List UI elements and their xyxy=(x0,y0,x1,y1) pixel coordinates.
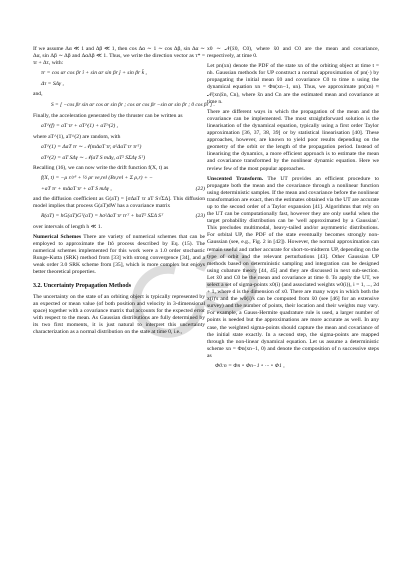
equation-aT1: aT^(1) = ΔaT τr ∼ 𝒩(mΔaT τr, σ²ΔaT τr τrᵀ) xyxy=(41,144,142,151)
equation-number-22: (22) xyxy=(195,185,205,192)
equation-tau-r: τr = cos αr cos βr î + sin αr sin βr ĵ + sin βr k̂ , xyxy=(41,70,147,77)
run-in-heading-numerical-schemes: Numerical Schemes xyxy=(33,233,82,240)
equation-composition: Φ0:n = Φn ∘ Φn−1 ∘ ··· ∘ Φ1 , xyxy=(215,363,285,370)
equation-aT2: aT^(2) = aT SΔγ ∼ 𝒩(aT S mΔγ, aT² SΣΔγ Sᵀ) xyxy=(41,154,146,161)
right-paragraph-3: There are different ways in which the propagation of the mean and the covariance can be implemented. The most straightforward solution is the linearisation of the dynamical equation, typically using a first order Taylor approximation [36, 37, 38, 39] or by statistical linearisation [40]. These approaches, however, are known to yield poor results depending on the geometry of the orbit or the length of the propagation period. Instead of linearising the dynamics, a more efficient approach is to estimate the mean and covariance transformed by the nonlinear dynamic equation. Here we review few of the most popular approaches. xyxy=(207,108,379,172)
left-paragraph-9: The uncertainty on the state of an orbiting object is typically represented by an expected or mean value (of both position and velocity in 3-dimensional space) together with a covariance matrix that accounts for the expected error with respect to the mean. As Gaussian distributions are fully determined by its two first moments, it is just natural to interpret this uncertainty characterization as a normal distribution on the state at time 0, i.e., xyxy=(33,293,205,336)
right-column xyxy=(207,46,379,374)
right-paragraph-unscented xyxy=(207,176,379,360)
left-paragraph-6: and the diffusion coefficient as G(aT) = [σΔaT τr aT S√ΣΔ]. This diffusion model implies that process G(aT)dW has a covariance matrix xyxy=(33,196,205,210)
left-paragraph-numerical-schemes xyxy=(33,234,205,277)
unscented-text: The UT provides an efficient procedure to propagate both the mean and the covariance through a nonlinear function using deterministic samples. If the mean and covariance before the nonlinear transformation are exact, then the estimates obtained via the UT are accurate up to the second order of a Taylor expansion [41]. Algorithms that rely on the UT can be computationally fast, however they are only useful when the target probability distribution can be 'well approximated by a Gaussian'. This precludes multimodal, heavy-tailed and/or asymmetric distributions. For orbital UP, the PDF of the state eventually becomes strongly non-Gaussian (see, e.g., Fig. 2 in [42]). However, the normal approximation can remain useful and rather accurate for short-to-midterm UP, depending on the type of orbit and the relevant perturbations [43]. Other Gaussian UP methods based on deterministic sampling and integration can be designed using cubature theory [44, 45] and they are discussed in next sub-section. Let x̄0 and C0 be the mean and covariance at time 0. To apply the UT, we select a set of sigma-points x0(i) (and associated weights w0(i)), i = 1, ..., 2d + 1, where d is the dimension of x0. There are many ways in which both the x(i)'s and the w0(i)'s can be computed from x̄0 (see [46] for an extensive survey) and the number of points, their location and their weights may vary. For example, a Gauss-Hermite quadrature rule is used, a larger number of points is needed but the approximations are more accurate as well. In any case, the weighted sigma-points should capture the mean and covariance of the initial state exactly. In a second step, the sigma-points are mapped through the non-linear dynamical equation. Let us assume a deterministic scheme xn = Φn(xn−1, 0) and denote the composition of n successive steps as xyxy=(207,175,380,359)
left-paragraph-5: Recalling (16), we can now write the drift function f(X, t) as xyxy=(33,165,169,172)
numerical-schemes-text: There are variety of numerical schemes that can be employed to approximate the Itô process described by Eq. (15). The numerical schemes implemented for this work were a 1.0 order stochastic Runge-Kutta (SRK) method from [33] with strong convergence [34], and a weak order 3.0 SRK scheme from [35], which is more complex but enjoys better theoretical properties. xyxy=(33,233,205,276)
equation-thrust-acceleration: aT^(f) = aT τr + aT^(1) + aT^(2) , xyxy=(41,123,119,130)
left-column xyxy=(33,46,215,339)
section-heading: 3.2. Uncertainty Propagation Methods xyxy=(33,282,132,289)
left-paragraph-7: over intervals of length h ≪ 1. xyxy=(33,223,103,230)
left-paragraph-4: where aT^(1), aT^(2) are random, with xyxy=(33,133,121,140)
matrix-s: S = [ −cos βr sin αr cos αr sin βr ; cos αr cos βr −sin αr sin βr ; 0 cos βr ] . xyxy=(51,102,215,109)
equation-delta-tau: Δτ = SΔγ , xyxy=(41,80,64,87)
equation-covariance xyxy=(41,213,205,221)
left-paragraph-2: and, xyxy=(33,91,43,98)
equation-drift-line-2 xyxy=(41,186,205,194)
left-paragraph-3: Finally, the acceleration generated by the thruster can be written as xyxy=(33,113,183,120)
equation-drift-line-1: f(X, t) = −μ r/r³ + ½ ρr ve,rel (Bv,rel + Σ ρ,r) + − xyxy=(41,175,153,182)
right-paragraph-2: Let pn(xn) denote the PDF of the state xn of the orbiting object at time t = nh. Gaussian methods for UP construct a normal approximation of pn(·) by propagating the initial mean x̄0 and covariance C0 to time n using the dynamical equation xn = Φn(xn−1, un). Thus, we approximate pn(xn) ≈ 𝒩(xn|x̄n, Cn), where x̄n and Cn are the estimated mean and covariance at time n. xyxy=(207,63,379,105)
run-in-heading-unscented: Unscented Transform. xyxy=(207,175,264,182)
equation-drift-line-2-text: +aT τr + mΔaT τr + aT S mΔγ , xyxy=(41,185,112,192)
right-paragraph-1: x0 ∼ 𝒩(x̄0, C0), where x̄0 and C0 are the mean and covariance, respectively, at time 0. xyxy=(207,46,379,60)
left-paragraph-1: If we assume Δα ≪ 1 and Δβ ≪ 1, then cos Δα ∼ 1 ∼ cos Δβ, sin Δα ∼ Δα, sin Δβ ∼ Δβ and ΔαΔβ ≪ 1. Thus, we write the direction vector as τ* = τr + Δτ, with: xyxy=(33,46,205,67)
equation-number-23: (23) xyxy=(195,213,205,220)
equation-covariance-text: R(aT) = hG(aT)Gᵀ(aT) = hσ²ΔaT τr τrᵀ + haT² SΣΔ Sᵀ xyxy=(41,213,164,220)
